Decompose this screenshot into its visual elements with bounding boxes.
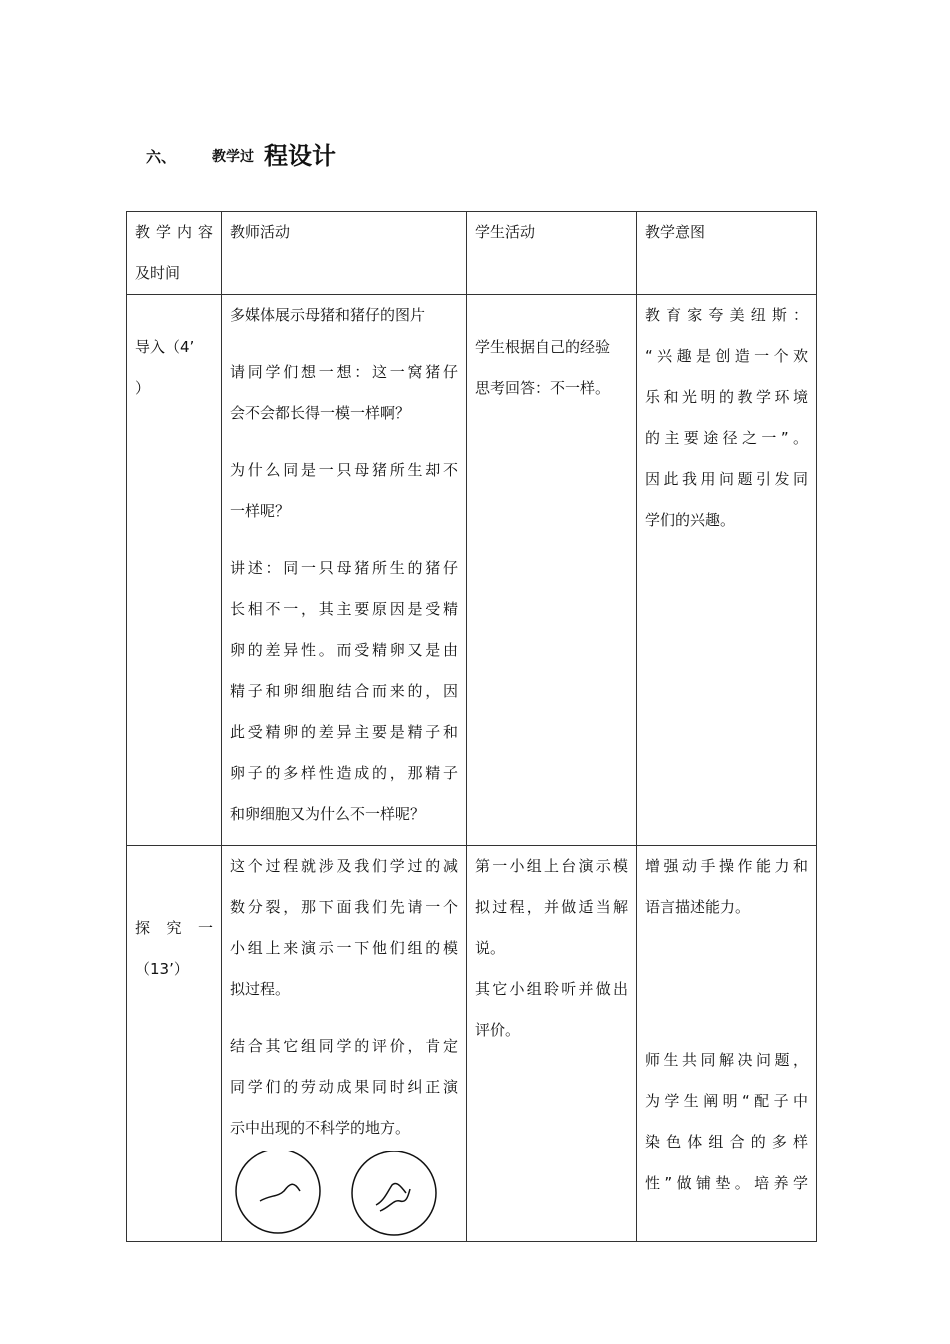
intro-student-line1: 学生根据自己的经验 <box>475 338 611 356</box>
lesson-plan-table <box>126 211 817 1242</box>
intro-student-line2: 思考回答：不一样。 <box>475 379 611 397</box>
intro-teacher-p4-line4: 精子和卵细胞结合而来的，因 <box>230 682 458 700</box>
header-content-time <box>127 212 222 295</box>
header-teacher: 教师活动 <box>222 212 467 295</box>
explore-content-line1: 探究一 <box>135 919 213 937</box>
explore-teacher-p2-line3: 示中出现的不科学的地方。 <box>230 1119 411 1137</box>
header-content-line2: 及时间 <box>135 264 181 282</box>
explore-student-line3: 说。 <box>475 939 506 957</box>
section-title-main: 程设计 <box>264 142 336 170</box>
explore-teacher-p1-line4: 拟过程。 <box>230 980 291 998</box>
header-content-line1: 教学内容 <box>135 223 213 241</box>
section-number: 六、 <box>146 148 177 166</box>
intro-intent-line4: 的主要途径之一”。 <box>645 429 808 447</box>
intro-teacher-p3-line2: 一样呢？ <box>230 502 291 520</box>
intro-teacher-p4-line1: 讲述：同一只母猪所生的猪仔 <box>230 559 458 577</box>
intro-teacher-p4-line7: 和卵细胞又为什么不一样呢？ <box>230 805 426 823</box>
explore-intent-line3: 师生共同解决问题， <box>645 1051 808 1069</box>
explore-intent-line2: 语言描述能力。 <box>645 898 751 916</box>
chromosome-circles-figure <box>230 1151 460 1243</box>
intro-intent-line1: 教育家夸美纽斯： <box>645 306 808 324</box>
explore-intent-line4: 为学生阐明“配子中 <box>645 1092 808 1110</box>
chromosome-drawings <box>230 1151 458 1241</box>
intro-content-line2: ） <box>135 379 151 397</box>
explore-teacher-p2-line1: 结合其它组同学的评价，肯定 <box>230 1037 458 1055</box>
explore-content-line2: （13’） <box>135 960 189 978</box>
intro-teacher-p4-line6: 卵子的多样性造成的，那精子 <box>230 764 458 782</box>
header-intent: 教学意图 <box>637 212 817 295</box>
intro-intent-line3: 乐和光明的教学环境 <box>645 388 808 406</box>
explore-teacher-p2-line2: 同学们的劳动成果同时纠正演 <box>230 1078 458 1096</box>
intro-content-cell <box>127 295 222 846</box>
section-title-prefix: 教学过 <box>212 149 254 165</box>
intro-teacher-p4-line3: 卵的差异性。而受精卵又是由 <box>230 641 458 659</box>
explore-content-cell <box>127 846 222 1242</box>
table-row-intro <box>127 295 817 846</box>
explore-teacher-cell <box>222 846 467 1242</box>
chromosome-curve-left <box>260 1184 300 1201</box>
intro-intent-line5: 因此我用问题引发同 <box>645 470 808 488</box>
intro-intent-line2: “兴趣是创造一个欢 <box>645 347 808 365</box>
explore-teacher-p1-line1: 这个过程就涉及我们学过的减 <box>230 857 458 875</box>
explore-teacher-p1-line3: 小组上来演示一下他们组的模 <box>230 939 458 957</box>
intro-teacher-p3-line1: 为什么同是一只母猪所生却不 <box>230 461 458 479</box>
intro-intent-cell <box>637 295 817 846</box>
intro-teacher-p2-line2: 会不会都长得一模一样啊？ <box>230 404 411 422</box>
explore-student-line1: 第一小组上台演示模 <box>475 857 628 875</box>
intro-teacher-p4-line2: 长相不一，其主要原因是受精 <box>230 600 458 618</box>
explore-student-line4: 其它小组聆听并做出 <box>475 980 628 998</box>
explore-intent-line5: 染色体组合的多样 <box>645 1133 808 1151</box>
table-row-explore <box>127 846 817 1242</box>
intro-teacher-p2-line1: 请同学们想一想：这一窝猪仔 <box>230 363 458 381</box>
explore-teacher-p1-line2: 数分裂，那下面我们先请一个 <box>230 898 458 916</box>
cell-circle-right <box>352 1151 436 1235</box>
explore-student-line2: 拟过程，并做适当解 <box>475 898 628 916</box>
intro-intent-line6: 学们的兴趣。 <box>645 511 736 529</box>
intro-teacher-p4-line5: 此受精卵的差异主要是精子和 <box>230 723 458 741</box>
intro-teacher-cell <box>222 295 467 846</box>
intro-student-cell <box>467 295 637 846</box>
header-student: 学生活动 <box>467 212 637 295</box>
intro-teacher-p1: 多媒体展示母猪和猪仔的图片 <box>230 306 426 324</box>
explore-intent-line1: 增强动手操作能力和 <box>645 857 808 875</box>
explore-student-line5: 评价。 <box>475 1021 521 1039</box>
table-header-row <box>127 212 817 295</box>
explore-intent-cell <box>637 846 817 1242</box>
intro-content-line1: 导入（4’ <box>135 338 195 356</box>
cell-circle-left <box>236 1151 320 1233</box>
explore-intent-line6: 性”做铺垫。培养学 <box>645 1174 808 1192</box>
explore-student-cell <box>467 846 637 1242</box>
